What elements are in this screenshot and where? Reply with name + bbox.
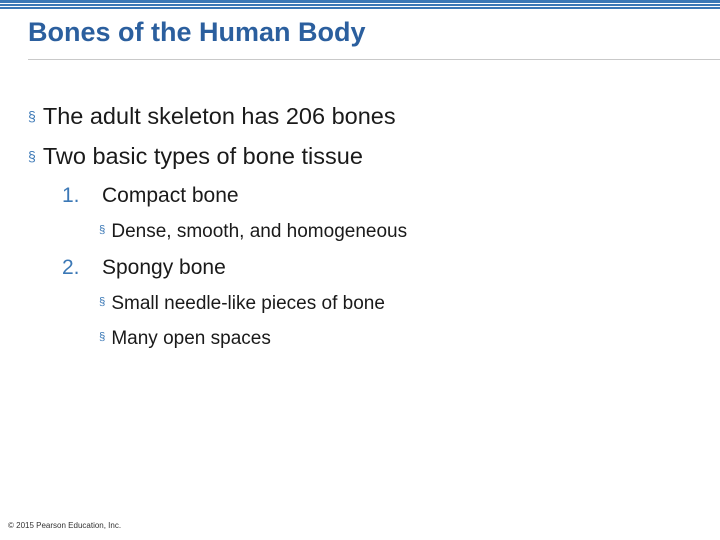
copyright-footer: © 2015 Pearson Education, Inc. (8, 521, 122, 530)
title-divider (28, 59, 720, 60)
bullet-item (28, 143, 363, 170)
bullet-text: The adult skeleton has 206 bones (42, 103, 396, 129)
detail-item (99, 293, 385, 315)
bullet-text: Two basic types of bone tissue (42, 143, 363, 169)
header-stripe (0, 4, 720, 6)
item-text: Spongy bone (102, 256, 226, 279)
item-text: Compact bone (102, 184, 239, 207)
bullet-marker-icon: § (28, 147, 36, 164)
header-stripe (0, 7, 720, 9)
bullet-item (28, 103, 396, 130)
numbered-item (62, 184, 239, 208)
detail-text: Dense, smooth, and homogeneous (111, 221, 408, 242)
detail-text: Small needle-like pieces of bone (111, 293, 385, 314)
bullet-marker-icon: § (99, 223, 106, 236)
bullet-marker-icon: § (28, 107, 36, 124)
item-number: 2. (62, 256, 80, 279)
numbered-item (62, 256, 226, 280)
detail-item (99, 221, 407, 243)
detail-text: Many open spaces (111, 328, 271, 349)
slide-title: Bones of the Human Body (28, 17, 366, 47)
detail-item (99, 328, 271, 350)
header-stripes (0, 0, 720, 10)
header-stripe (0, 0, 720, 3)
item-number: 1. (62, 184, 80, 207)
bullet-marker-icon: § (99, 330, 106, 343)
bullet-marker-icon: § (99, 295, 106, 308)
